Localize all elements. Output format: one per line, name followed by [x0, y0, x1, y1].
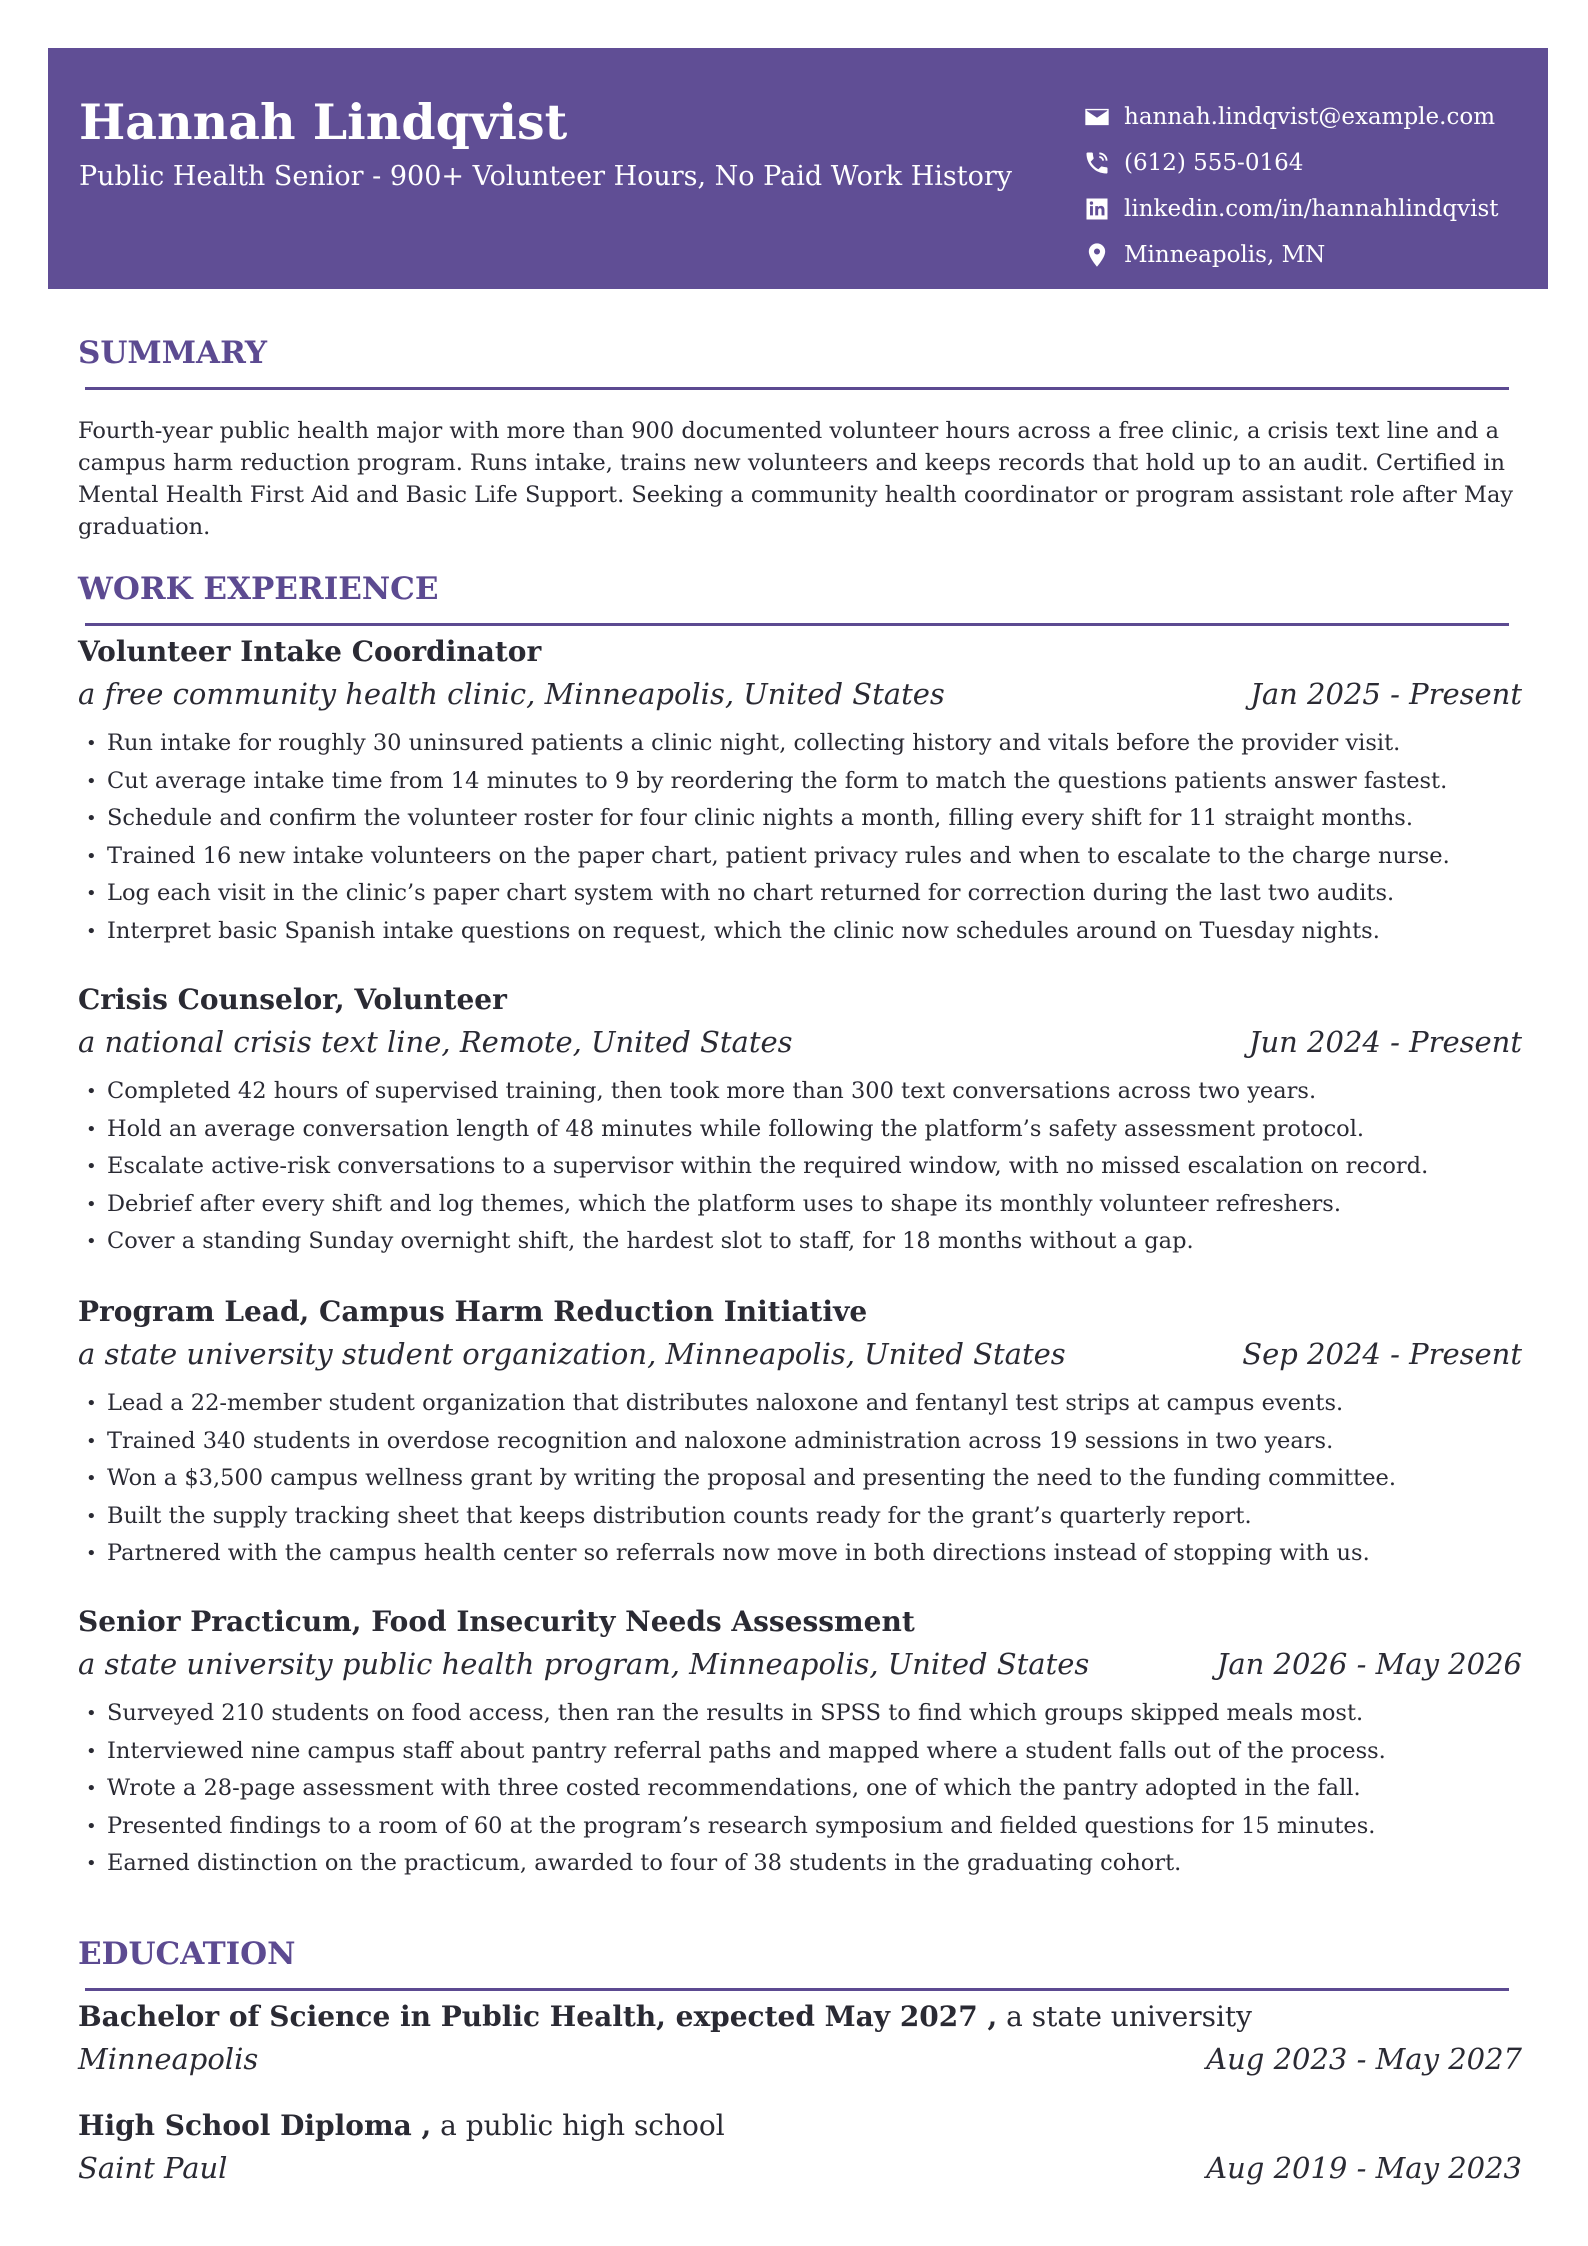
- bullet-item: • Run intake for roughly 30 uninsured patients a clinic night, collecting history and vitals before the provider visit.: [78, 725, 1522, 763]
- bullet-item: • Presented findings to a room of 60 at the program’s research symposium and fielded questions for 15 minutes.: [78, 1808, 1522, 1846]
- job-meta: [78, 677, 1522, 711]
- job-entry: [78, 983, 1522, 1261]
- bullet-item: • Won a $3,500 campus wellness grant by writing the proposal and presenting the need to the funding committee.: [78, 1460, 1522, 1498]
- job-organization: a national crisis text line, Remote, United States: [78, 1025, 793, 1059]
- education-heading: EDUCATION: [78, 1936, 296, 1972]
- bullet-item: • Earned distinction on the practicum, awarded to four of 38 students in the graduating cohort.: [78, 1845, 1522, 1883]
- work-experience-section: [78, 571, 1522, 626]
- education-dates: Aug 2019 - May 2023: [1206, 2151, 1522, 2185]
- summary-section: [78, 335, 1522, 543]
- bullet-item: • Partnered with the campus health center so referrals now move in both directions instead of stopping with us.: [78, 1535, 1522, 1573]
- section-divider: [85, 387, 1509, 390]
- education-meta: [78, 2042, 1522, 2076]
- education-entry: [78, 2109, 1522, 2185]
- bullet-item: • Interpret basic Spanish intake questions on request, which the clinic now schedules around on Tuesday nights.: [78, 913, 1522, 951]
- candidate-name: Hannah Lindqvist: [79, 93, 568, 151]
- contact-list: [1082, 94, 1499, 278]
- summary-heading: SUMMARY: [78, 335, 268, 371]
- contact-location: [1082, 232, 1499, 278]
- education-degree: Bachelor of Science in Public Health, expected May 2027 ,: [78, 2000, 998, 2033]
- education-school: a state university: [1006, 2000, 1252, 2033]
- job-bullets: [78, 1073, 1522, 1261]
- section-divider: [85, 1988, 1509, 1991]
- contact-linkedin-text: linkedin.com/in/hannahlindqvist: [1124, 196, 1499, 222]
- contact-linkedin[interactable]: [1082, 186, 1499, 232]
- job-bullets: [78, 725, 1522, 950]
- job-entry: [78, 1605, 1522, 1883]
- job-title: Senior Practicum, Food Insecurity Needs Assessment: [78, 1605, 915, 1638]
- bullet-item: • Trained 16 new intake volunteers on the paper chart, patient privacy rules and when to escalate to the charge nurse.: [78, 838, 1522, 876]
- education-school: a public high school: [440, 2109, 725, 2142]
- location-pin-icon: [1082, 240, 1112, 270]
- education-entry: [78, 2000, 1522, 2076]
- job-organization: a state university student organization, Minneapolis, United States: [78, 1337, 1066, 1371]
- bullet-item: • Log each visit in the clinic’s paper chart system with no chart returned for correction during the last two audits.: [78, 875, 1522, 913]
- bullet-item: • Cover a standing Sunday overnight shift, the hardest slot to staff, for 18 months without a gap.: [78, 1223, 1522, 1261]
- bullet-item: • Interviewed nine campus staff about pantry referral paths and mapped where a student falls out of the process.: [78, 1733, 1522, 1771]
- job-dates: Jun 2024 - Present: [1248, 1025, 1522, 1059]
- section-divider: [85, 623, 1509, 626]
- job-organization: a free community health clinic, Minneapolis, United States: [78, 677, 945, 711]
- bullet-item: • Lead a 22-member student organization that distributes naloxone and fentanyl test strips at campus events.: [78, 1385, 1522, 1423]
- contact-email[interactable]: [1082, 94, 1499, 140]
- phone-icon: [1082, 148, 1112, 178]
- candidate-headline: Public Health Senior - 900+ Volunteer Hours, No Paid Work History: [79, 161, 1013, 192]
- job-title: Program Lead, Campus Harm Reduction Initiative: [78, 1295, 868, 1328]
- bullet-item: • Built the supply tracking sheet that keeps distribution counts ready for the grant’s quarterly report.: [78, 1498, 1522, 1536]
- job-organization: a state university public health program, Minneapolis, United States: [78, 1647, 1090, 1681]
- bullet-item: • Completed 42 hours of supervised training, then took more than 300 text conversations across two years.: [78, 1073, 1522, 1111]
- job-meta: [78, 1025, 1522, 1059]
- job-entry: [78, 1295, 1522, 1573]
- work-experience-heading: WORK EXPERIENCE: [78, 571, 439, 607]
- resume-header: [48, 48, 1548, 289]
- contact-location-text: Minneapolis, MN: [1124, 242, 1326, 268]
- bullet-item: • Trained 340 students in overdose recognition and naloxone administration across 19 sessions in two years.: [78, 1423, 1522, 1461]
- education-dates: Aug 2023 - May 2027: [1206, 2042, 1522, 2076]
- bullet-item: • Debrief after every shift and log themes, which the platform uses to shape its monthly volunteer refreshers.: [78, 1186, 1522, 1224]
- education-location: Saint Paul: [78, 2151, 228, 2185]
- education-meta: [78, 2151, 1522, 2185]
- bullet-item: • Escalate active-risk conversations to a supervisor within the required window, with no missed escalation on record.: [78, 1148, 1522, 1186]
- bullet-item: • Surveyed 210 students on food access, then ran the results in SPSS to find which groups skipped meals most.: [78, 1695, 1522, 1733]
- job-meta: [78, 1337, 1522, 1371]
- education-location: Minneapolis: [78, 2042, 259, 2076]
- linkedin-icon: [1082, 194, 1112, 224]
- job-bullets: [78, 1695, 1522, 1883]
- job-dates: Jan 2025 - Present: [1250, 677, 1522, 711]
- contact-email-text: hannah.lindqvist@example.com: [1124, 104, 1495, 130]
- bullet-item: • Schedule and confirm the volunteer roster for four clinic nights a month, filling every shift for 11 straight months.: [78, 800, 1522, 838]
- job-dates: Sep 2024 - Present: [1242, 1337, 1522, 1371]
- education-degree-line: [78, 2109, 1522, 2142]
- bullet-item: • Hold an average conversation length of 48 minutes while following the platform’s safety assessment protocol.: [78, 1111, 1522, 1149]
- job-entry: [78, 635, 1522, 950]
- contact-phone[interactable]: [1082, 140, 1499, 186]
- job-title: Crisis Counselor, Volunteer: [78, 983, 507, 1016]
- education-section: [78, 1936, 1522, 1991]
- bullet-item: • Wrote a 28-page assessment with three costed recommendations, one of which the pantry adopted in the fall.: [78, 1770, 1522, 1808]
- education-degree: High School Diploma ,: [78, 2109, 432, 2142]
- bullet-item: • Cut average intake time from 14 minutes to 9 by reordering the form to match the questions patients answer fastest.: [78, 763, 1522, 801]
- job-bullets: [78, 1385, 1522, 1573]
- job-title: Volunteer Intake Coordinator: [78, 635, 542, 668]
- contact-phone-text: (612) 555-0164: [1124, 150, 1304, 176]
- education-degree-line: [78, 2000, 1522, 2033]
- job-dates: Jan 2026 - May 2026: [1216, 1647, 1522, 1681]
- summary-text: Fourth-year public health major with more than 900 documented volunteer hours across a free clinic, a crisis text line and a campus harm reduction program. Runs intake, trains new volunteers and keeps records that hold up to an audit. Certified in Mental Health First Aid and Basic Life Support. Seeking a community health coordinator or program assistant role after May graduation.: [78, 418, 1514, 540]
- email-icon: [1082, 102, 1112, 132]
- job-meta: [78, 1647, 1522, 1681]
